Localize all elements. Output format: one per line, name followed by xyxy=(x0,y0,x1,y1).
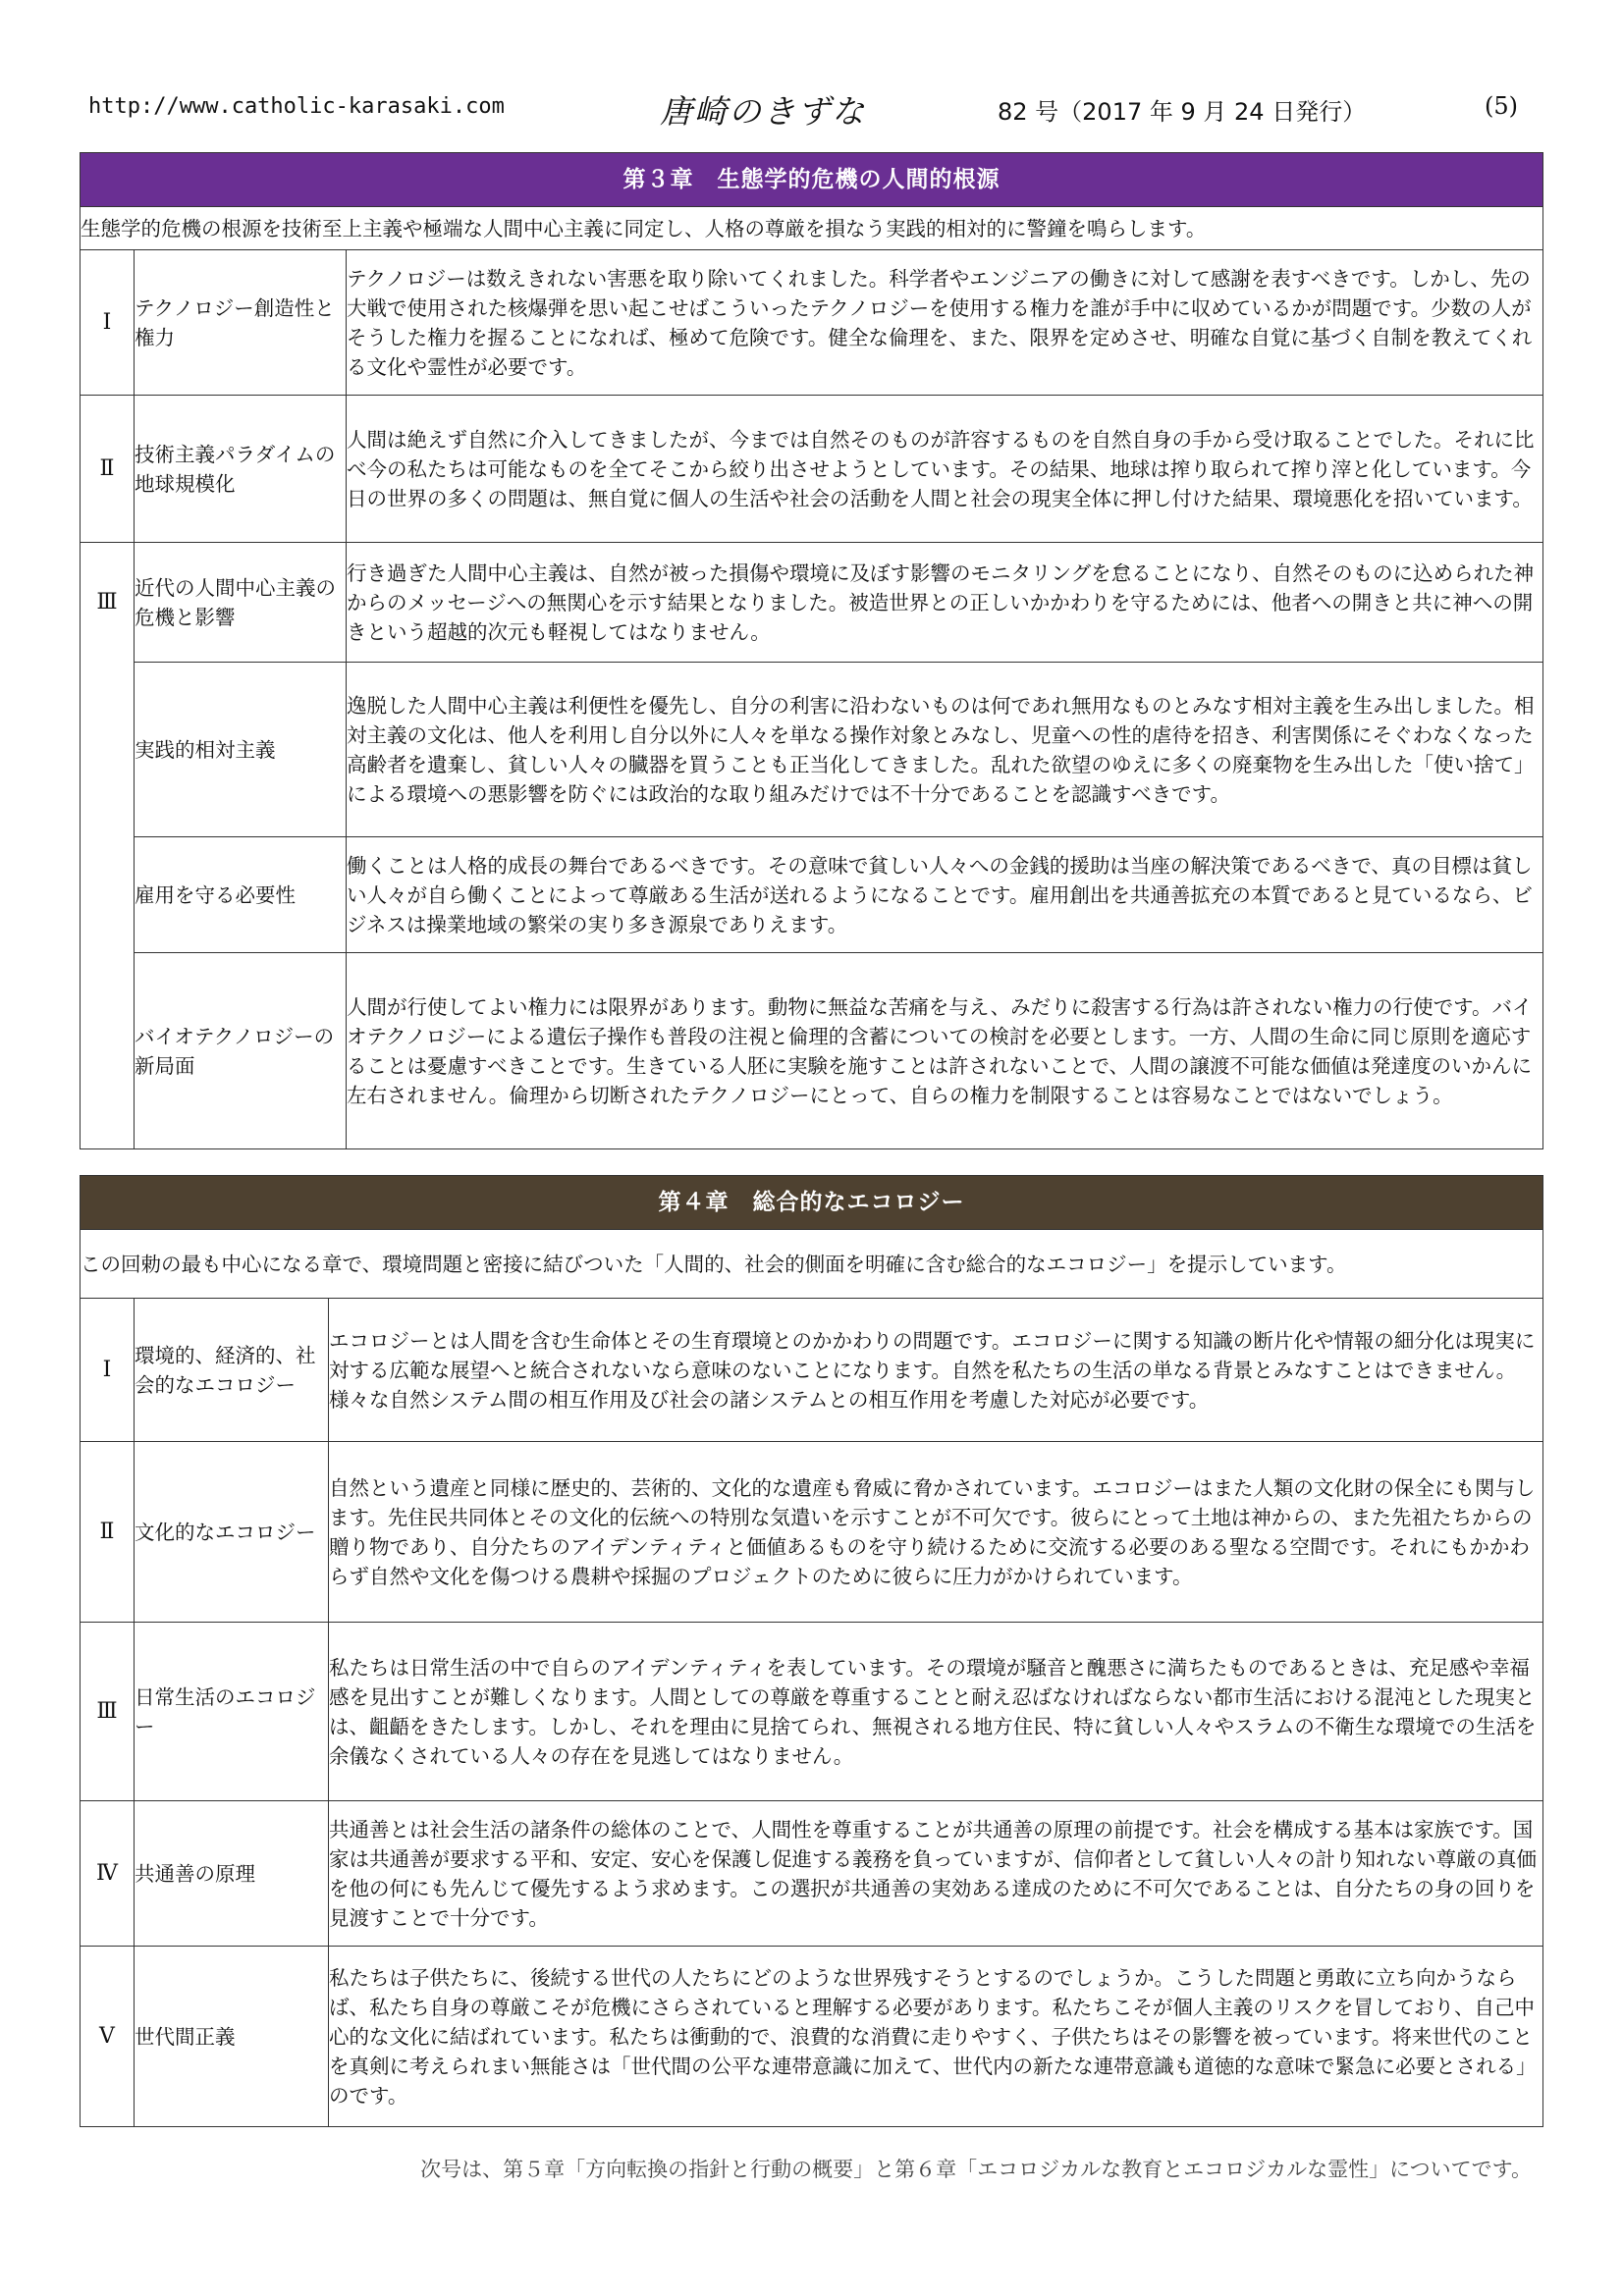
chapter3-summary: 生態学的危機の根源を技術至上主義や極端な人間中心主義に同定し、人格の尊厳を損なう実践的相対的に警鐘を鳴らします。 xyxy=(81,207,1543,250)
table-row xyxy=(81,663,1543,837)
row-description: テクノロジーは数えきれない害悪を取り除いてくれました。科学者やエンジニアの働きに対して感謝を表すべきです。しかし、先の大戦で使用された核爆弾を思い起こせばこういったテクノロジーを使用する権力を誰が手中に収めているかが問題です。少数の人がそうした権力を握ることになれば、極めて危険です。健全な倫理を、また、限界を定めさせ、明確な自覚に基づく自制を教えてくれる文化や霊性が必要です。 xyxy=(347,250,1543,396)
row-description: 共通善とは社会生活の諸条件の総体のことで、人間性を尊重することが共通善の原理の前提です。社会を構成する基本は家族です。国家は共通善が要求する平和、安定、安心を保護し促進する義務を負っていますが、信仰者として貧しい人々の計り知れない尊厳の真価を他の何にも先んじて優先するよう求めます。この選択が共通善の実効ある達成のために不可欠であることは、自分たちの身の回りを見渡すことで十分です。 xyxy=(329,1801,1543,1947)
next-issue-note: 次号は、第５章「方向転換の指針と行動の概要」と第６章「エコロジカルな教育とエコロジカルな霊性」についてです。 xyxy=(420,2158,1532,2181)
table-row xyxy=(81,1442,1543,1623)
row-number: Ⅴ xyxy=(81,1947,135,2127)
page-number: (5) xyxy=(1485,92,1518,120)
table-row xyxy=(81,250,1543,396)
table-row xyxy=(81,1299,1543,1442)
row-description: 私たちは日常生活の中で自らのアイデンティティを表しています。その環境が騒音と醜悪さに満ちたものであるときは、充足感や幸福感を見出すことが難しくなります。人間としての尊厳を尊重することと耐え忍ばなければならない都市生活における混沌とした現実とは、齟齬をきたします。しかし、それを理由に見捨てられ、無視される地方住民、特に貧しい人々やスラムの不衛生な環境での生活を余儀なくされている人々の存在を見逃してはなりません。 xyxy=(329,1623,1543,1801)
row-topic: 実践的相対主義 xyxy=(135,663,347,837)
row-description: 人間が行使してよい権力には限界があります。動物に無益な苦痛を与え、みだりに殺害する行為は許されない権力の行使です。バイオテクノロジーによる遺伝子操作も普段の注視と倫理的含蓄についての検討を必要とします。一方、人間の生命に同じ原則を適応することは憂慮すべきことです。生きている人胚に実験を施すことは許されないことで、人間の譲渡不可能な価値は発達度のいかんに左右されません。倫理から切断されたテクノロジーにとって、自らの権力を制限することは容易なことではないでしょう。 xyxy=(347,953,1543,1149)
site-url[interactable]: http://www.catholic-karasaki.com xyxy=(88,94,505,119)
row-number: Ⅱ xyxy=(81,1442,135,1623)
chapter3-table xyxy=(80,152,1543,1149)
table-row xyxy=(81,1801,1543,1947)
row-topic: 雇用を守る必要性 xyxy=(135,837,347,953)
row-topic: 環境的、経済的、社会的なエコロジー xyxy=(135,1299,329,1442)
chapter4-table xyxy=(80,1175,1543,2127)
page-header xyxy=(88,86,1542,130)
issue-info: 82 号（2017 年 9 月 24 日発行） xyxy=(998,98,1367,126)
row-description: 働くことは人格的成長の舞台であるべきです。その意味で貧しい人々への金銭的援助は当座の解決策であるべきで、真の目標は貧しい人々が自ら働くことによって尊厳ある生活が送れるようになることです。雇用創出を共通善拡充の本質であると見ているなら、ビジネスは操業地域の繁栄の実り多き源泉でありえます。 xyxy=(347,837,1543,953)
row-topic: 技術主義パラダイムの地球規模化 xyxy=(135,396,347,543)
table-row xyxy=(81,1947,1543,2127)
chapter4-summary: この回勅の最も中心になる章で、環境問題と密接に結びついた「人間的、社会的側面を明確に含む総合的なエコロジー」を提示しています。 xyxy=(81,1230,1543,1299)
row-description: 私たちは子供たちに、後続する世代の人たちにどのような世界残すそうとするのでしょうか。こうした問題と勇敢に立ち向かうならば、私たち自身の尊厳こそが危機にさらされていると理解する必要があります。私たちこそが個人主義のリスクを冒しており、自己中心的な文化に結ばれています。私たちは衝動的で、浪費的な消費に走りやすく、子供たちはその影響を被っています。将来世代のことを真剣に考えられまい無能さは「世代間の公平な連帯意識に加えて、世代内の新たな連帯意識も道徳的な意味で緊急に必要とされる」のです。 xyxy=(329,1947,1543,2127)
table-row xyxy=(81,396,1543,543)
table-row xyxy=(81,837,1543,953)
row-description: 行き過ぎた人間中心主義は、自然が被った損傷や環境に及ぼす影響のモニタリングを怠ることになり、自然そのものに込められた神からのメッセージへの無関心を示す結果となりました。被造世界との正しいかかわりを守るためには、他者への開きと共に神への開きという超越的次元も軽視してはなりません。 xyxy=(347,543,1543,663)
row-description: エコロジーとは人間を含む生命体とその生育環境とのかかわりの問題です。エコロジーに関する知識の断片化や情報の細分化は現実に対する広範な展望へと統合されないなら意味のないことになります。自然を私たちの生活の単なる背景とみなすことはできません。様々な自然システム間の相互作用及び社会の諸システムとの相互作用を考慮した対応が必要です。 xyxy=(329,1299,1543,1442)
row-number: Ⅳ xyxy=(81,1801,135,1947)
row-topic: 文化的なエコロジー xyxy=(135,1442,329,1623)
table-row xyxy=(81,953,1543,1149)
row-number: Ⅲ xyxy=(81,543,135,1149)
row-description: 逸脱した人間中心主義は利便性を優先し、自分の利害に沿わないものは何であれ無用なものとみなす相対主義を生み出しました。相対主義の文化は、他人を利用し自分以外に人々を単なる操作対象とみなし、児童への性的虐待を招き、利害関係にそぐわなくなった高齢者を遺棄し、貧しい人々の臓器を買うことも正当化してきました。乱れた欲望のゆえに多くの廃棄物を生み出した「使い捨て」による環境への悪影響を防ぐには政治的な取り組みだけでは不十分であることを認識すべきです。 xyxy=(347,663,1543,837)
row-topic: 近代の人間中心主義の危機と影響 xyxy=(135,543,347,663)
table-row xyxy=(81,1623,1543,1801)
row-number: Ⅰ xyxy=(81,1299,135,1442)
row-topic: 共通善の原理 xyxy=(135,1801,329,1947)
newsletter-logo: 唐崎のきずな xyxy=(660,92,866,131)
row-number: Ⅲ xyxy=(81,1623,135,1801)
row-topic: バイオテクノロジーの新局面 xyxy=(135,953,347,1149)
table-row xyxy=(81,543,1543,663)
row-topic: 日常生活のエコロジー xyxy=(135,1623,329,1801)
chapter4-title: 第４章 総合的なエコロジー xyxy=(81,1176,1543,1230)
row-topic: 世代間正義 xyxy=(135,1947,329,2127)
row-topic: テクノロジー創造性と権力 xyxy=(135,250,347,396)
row-number: Ⅰ xyxy=(81,250,135,396)
row-description: 自然という遺産と同様に歴史的、芸術的、文化的な遺産も脅威に脅かされています。エコロジーはまた人類の文化財の保全にも関与します。先住民共同体とその文化的伝統への特別な気遣いを示すことが不可欠です。彼らにとって土地は神からの、また先祖たちからの贈り物であり、自分たちのアイデンティティと価値あるものを守り続けるために交流する必要のある聖なる空間です。それにもかかわらず自然や文化を傷つける農耕や採掘のプロジェクトのために彼らに圧力がかけられています。 xyxy=(329,1442,1543,1623)
row-number: Ⅱ xyxy=(81,396,135,543)
chapter3-title: 第３章 生態学的危機の人間的根源 xyxy=(81,153,1543,207)
row-description: 人間は絶えず自然に介入してきましたが、今までは自然そのものが許容するものを自然自身の手から受け取ることでした。それに比べ今の私たちは可能なものを全てそこから絞り出させようとしています。その結果、地球は搾り取られて搾り滓と化しています。今日の世界の多くの問題は、無自覚に個人の生活や社会の活動を人間と社会の現実全体に押し付けた結果、環境悪化を招いています。 xyxy=(347,396,1543,543)
